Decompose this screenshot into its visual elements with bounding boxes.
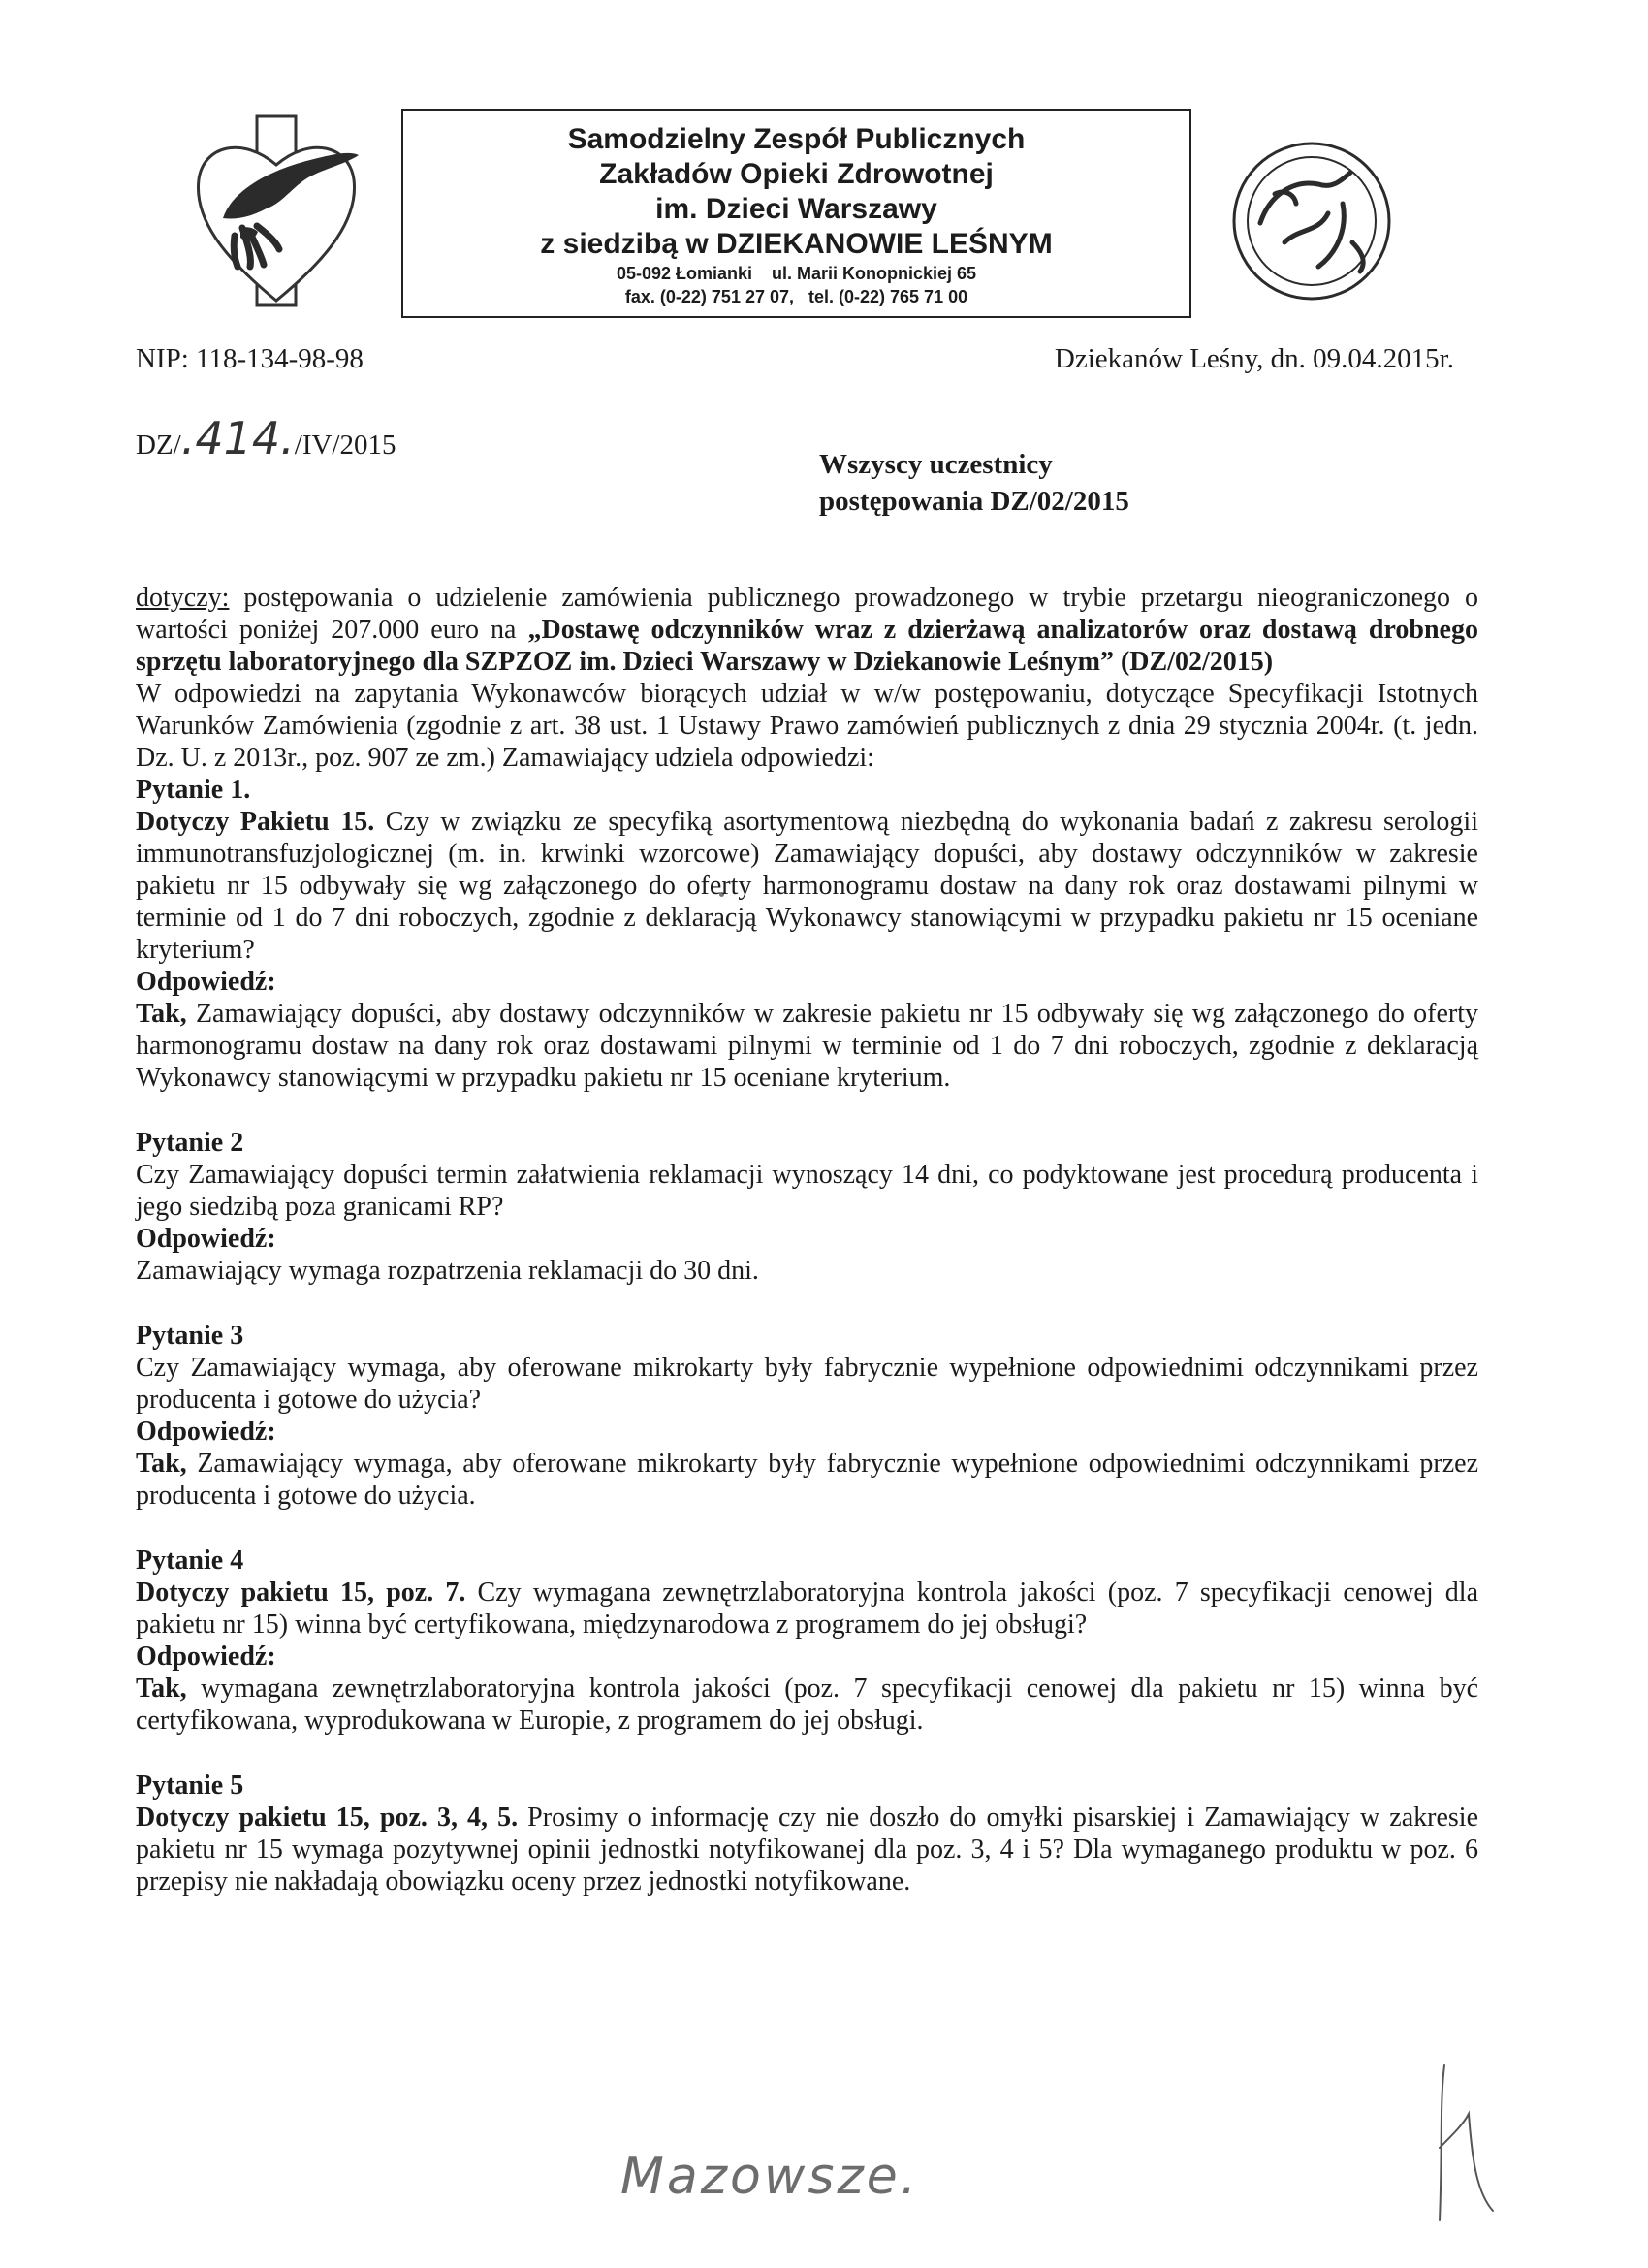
question-block-3 [136, 1320, 1478, 1512]
answer-lead: Tak, [136, 999, 187, 1029]
answer-text [136, 1673, 1478, 1737]
org-name-line-2: Zakładów Opieki Zdrowotnej [599, 158, 994, 190]
reference-number [136, 412, 396, 464]
org-address: 05-092 Łomianki ul. Marii Konopnickiej 65 [616, 264, 977, 283]
document-body [136, 582, 1478, 1931]
subject-label: dotyczy: [136, 583, 230, 613]
question-body: Czy Zamawiający dopuści termin załatwienia reklamacji wynoszący 14 dni, co podyktowane jest procedurą producenta i jego siedzibą poza granicami RP? [136, 1160, 1478, 1222]
question-title: Pytanie 4 [136, 1546, 244, 1576]
question-block-4 [136, 1545, 1478, 1737]
question-title: Pytanie 2 [136, 1128, 244, 1158]
answer-text [136, 1448, 1478, 1512]
question-body: Czy wymagana zewnętrzlaboratoryjna kontrola jakości (poz. 7 specyfikacji cenowej dla pakietu nr 15) winna być certyfikowana, międzynarodowa z programem do jej obsługi? [136, 1578, 1478, 1640]
organization-header-box [401, 109, 1191, 318]
answer-body: Zamawiający dopuści, aby dostawy odczynników w zakresie pakietu nr 15 odbywały się wg załączonego do oferty harmonogramu dostaw na dany rok oraz dostawami pilnymi w terminie od 1 do 7 dni roboczych, zgodnie z deklaracją Wykonawcy stanowiącymi w przypadku pakietu nr 15 oceniane kryterium. [136, 999, 1478, 1093]
nip-number: NIP: 118-134-98-98 [136, 343, 364, 374]
question-block-1 [136, 774, 1478, 1094]
question-text [136, 1577, 1478, 1641]
subject-text: postępowania o udzielenie zamówienia publicznego prowadzonego w trybie przetargu nieograniczonego o wartości poniżej 207.000 euro na [136, 583, 1478, 645]
subject-paragraph [136, 582, 1478, 678]
heart-hands-logo-icon [165, 112, 388, 310]
handwritten-initials-icon [1425, 2056, 1512, 2230]
recipient-line-2: postępowania DZ/02/2015 [819, 486, 1129, 517]
reference-prefix: DZ/ [136, 430, 181, 461]
question-text [136, 806, 1478, 966]
answer-body: Zamawiający wymaga, aby oferowane mikrokarty były fabrycznie wypełnione odpowiednimi odczynnikami przez producenta i gotowe do użycia. [136, 1449, 1478, 1511]
question-title: Pytanie 5 [136, 1771, 244, 1801]
answer-lead: Tak, [136, 1449, 187, 1479]
question-block-2 [136, 1127, 1478, 1287]
org-name-line-4: z siedzibą w DZIEKANOWIE LEŚNYM [540, 228, 1053, 260]
question-scope: Dotyczy Pakietu 15. [136, 807, 375, 837]
answer-text [136, 998, 1478, 1094]
reference-suffix: /IV/2015 [294, 430, 396, 461]
reference-handwritten-number: .414. [180, 412, 295, 464]
org-name-line-3: im. Dzieci Warszawy [655, 193, 937, 225]
question-block-5 [136, 1770, 1478, 1898]
place-and-date: Dziekanów Leśny, dn. 09.04.2015r. [1054, 343, 1454, 374]
circular-emblem-icon [1226, 136, 1396, 305]
question-text [136, 1802, 1478, 1898]
org-name-line-1: Samodzielny Zespół Publicznych [567, 123, 1026, 155]
question-title: Pytanie 1. [136, 775, 251, 805]
recipient-block [819, 446, 1129, 520]
question-text [136, 1159, 1478, 1223]
subject-title: „Dostawę odczynników wraz z dzierżawą analizatorów oraz dostawą drobnego sprzętu laboratoryjnego dla SZPZOZ im. Dzieci Warszawy w Dziekanowie Leśnym” (DZ/02/2015) [136, 615, 1478, 677]
org-contact: fax. (0-22) 751 27 07, tel. (0-22) 765 71 00 [624, 287, 968, 306]
answer-label: Odpowiedź: [136, 1224, 276, 1254]
answer-text [136, 1255, 1478, 1287]
lead-paragraph: W odpowiedzi na zapytania Wykonawców biorących udział w w/w postępowaniu, dotyczące Specyfikacji Istotnych Warunków Zamówienia (zgodnie z art. 38 ust. 1 Ustawy Prawo zamówień publicznych z dnia 29 stycznia 2004r. (t. jedn. Dz. U. z 2013r., poz. 907 ze zm.) Zamawiający udziela odpowiedzi: [136, 679, 1478, 773]
recipient-line-1: Wszyscy uczestnicy [819, 449, 1053, 480]
answer-lead: Tak, [136, 1674, 187, 1704]
answer-body: Zamawiający wymaga rozpatrzenia reklamacji do 30 dni. [136, 1256, 759, 1286]
answer-label: Odpowiedź: [136, 1417, 276, 1447]
question-body: Prosimy o informację czy nie doszło do omyłki pisarskiej i Zamawiający w zakresie pakietu nr 15 wymaga pozytywnej opinii jednostki notyfikowanej dla poz. 3, 4 i 5? Dla wymaganego produktu w poz. 6 przepisy nie nakładają obowiązku oceny przez jednostki notyfikowane. [136, 1803, 1478, 1897]
answer-body: wymagana zewnętrzlaboratoryjna kontrola jakości (poz. 7 specyfikacji cenowej dla pakietu nr 15) winna być certyfikowana, wyprodukowana w Europie, z programem do jej obsługi. [136, 1674, 1478, 1736]
question-scope: Dotyczy pakietu 15, poz. 3, 4, 5. [136, 1803, 519, 1833]
question-body: Czy Zamawiający wymaga, aby oferowane mikrokarty były fabrycznie wypełnione odpowiednimi odczynnikami przez producenta i gotowe do użycia? [136, 1353, 1478, 1415]
question-text [136, 1352, 1478, 1416]
answer-label: Odpowiedź: [136, 967, 276, 997]
question-title: Pytanie 3 [136, 1321, 244, 1351]
footer-stamp: Mazowsze. [620, 2148, 920, 2206]
question-body: Czy w związku ze specyfiką asortymentową niezbędną do wykonania badań z zakresu serologii immunotransfuzjologicznej (m. in. krwinki wzorcowe) Zamawiający dopuści, aby dostawy odczynników w zakresie pakietu nr 15 odbywały się wg załączonego do oferty harmonogramu dostaw na dany rok oraz dostawami pilnymi w terminie od 1 do 7 dni roboczych, zgodnie z deklaracją Wykonawcy stanowiącymi w przypadku pakietu nr 15 oceniane kryterium? [136, 807, 1478, 965]
answer-label: Odpowiedź: [136, 1642, 276, 1672]
question-scope: Dotyczy pakietu 15, poz. 7. [136, 1578, 466, 1608]
